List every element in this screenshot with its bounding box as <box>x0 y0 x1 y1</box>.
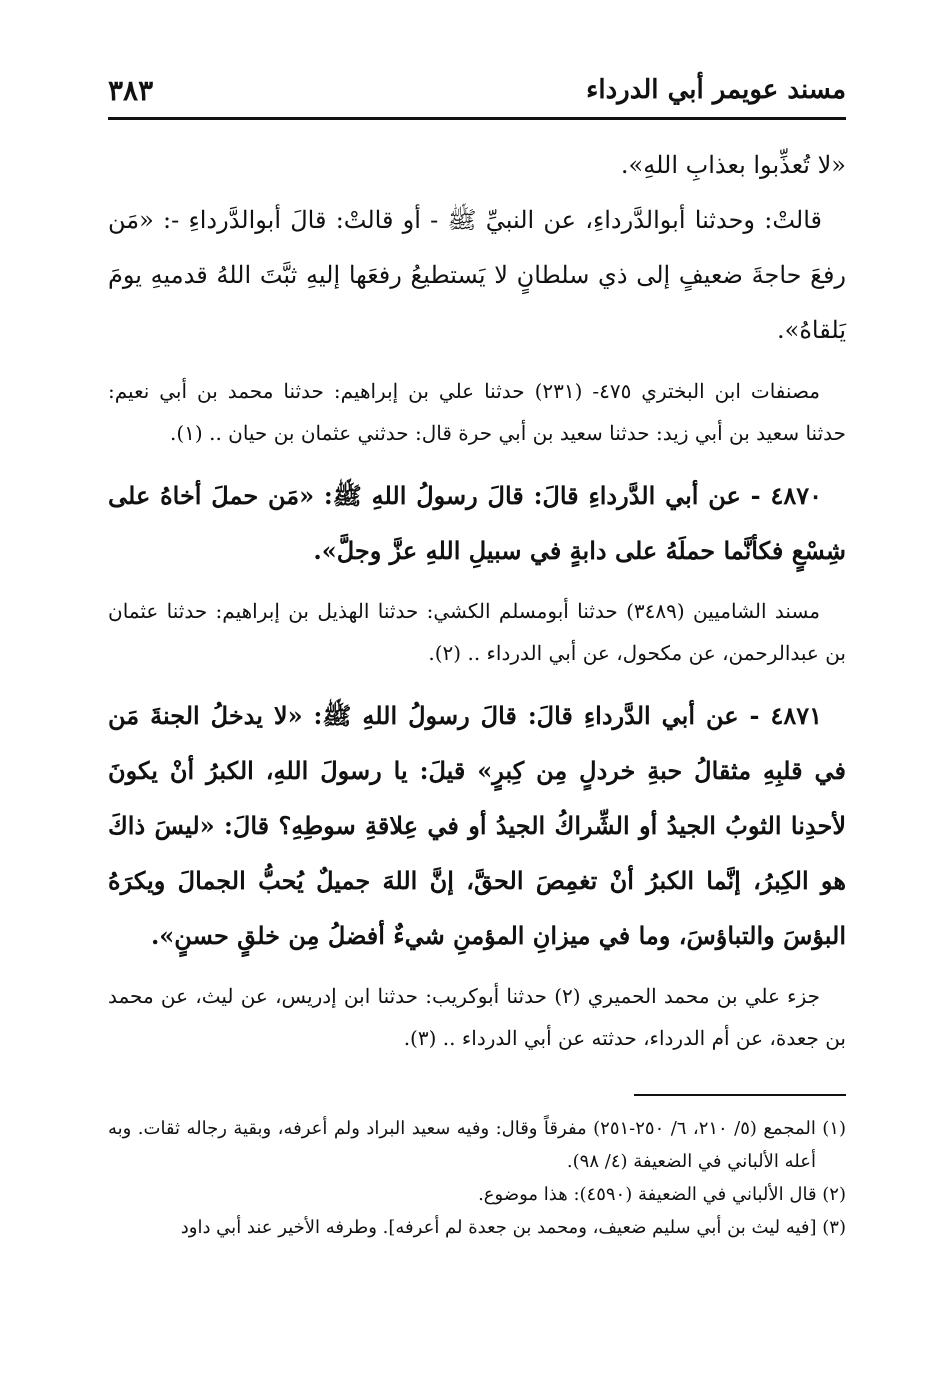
page-number: ٣٨٣ <box>108 73 154 107</box>
footnotes <box>108 1112 846 1244</box>
source-paragraph: مسند الشاميين (٣٤٨٩) حدثنا أبومسلم الكشي: حدثنا الهذيل بن إبراهيم: حدثنا عثمان بن عبدالرحمن، عن مكحول، عن أبي الدرداء .. (٢). <box>108 599 846 665</box>
footnote-3: (٣) [فيه ليث بن أبي سليم ضعيف، ومحمد بن جعدة لم أعرفه]. وطرفه الأخير عند أبي داود <box>180 1217 846 1238</box>
hadith-4870: ٤٨٧٠ - عن أبي الدَّرداءِ قالَ: قالَ رسولُ اللهِ ﷺ: «مَن حملَ أخاهُ على شِسْعٍ فكأنَّما حملَهُ على دابةٍ في سبيلِ اللهِ عزَّ وجلَّ». <box>108 481 846 565</box>
hadith-4871: ٤٨٧١ - عن أبي الدَّرداءِ قالَ: قالَ رسولُ اللهِ ﷺ: «لا يدخلُ الجنةَ مَن في قلبِهِ مثقالُ حبةِ خردلٍ مِن كِبرٍ» قيلَ: يا رسولَ اللهِ، الكبرُ أنْ يكونَ لأحدِنا الثوبُ الجيدُ أو الشِّراكُ الجيدُ أو في عِلاقةِ سوطِهِ؟ قالَ: «ليسَ ذاكَ هو الكِبرُ، إنَّما الكبرُ أنْ تغمِصَ الحقَّ، إنَّ اللهَ جميلٌ يُحبُّ الجمالَ ويكرَهُ البؤسَ والتباؤسَ، وما في ميزانِ المؤمنِ شيءٌ أفضلُ مِن خلقٍ حسنٍ». <box>108 701 846 950</box>
source-paragraph: جزء علي بن محمد الحميري (٢) حدثنا أبوكريب: حدثنا ابن إدريس، عن ليث، عن محمد بن جعدة، عن أم الدرداء، حدثته عن أبي الدرداء .. (٣). <box>108 984 846 1050</box>
footnote-2: (٢) قال الألباني في الضعيفة (٤٥٩٠): هذا موضوع. <box>478 1184 846 1205</box>
hadith-ending: «لا تُعذِّبوا بعذابِ اللهِ». <box>620 151 846 179</box>
main-text <box>108 138 846 1073</box>
page-header <box>108 68 846 112</box>
hadith-continuation: قالتْ: وحدثنا أبوالدَّرداءِ، عن النبيِّ ﷺ - أو قالتْ: قالَ أبوالدَّرداءِ -: «مَن رفعَ حاجةَ ضعيفٍ إلى ذي سلطانٍ لا يَستطيعُ رفعَها إليهِ ثبَّتَ اللهُ قدميهِ يومَ يَلقاهُ». <box>108 206 847 344</box>
running-title: مسند عويمر أبي الدرداء <box>586 75 846 105</box>
header-rule <box>108 117 846 120</box>
footnote-1: (١) المجمع (٥/ ٢١٠، ٦/ ٢٥٠-٢٥١) مفرقاً وقال: وفيه سعيد البراد ولم أعرفه، وبقية رجاله ثقات. وبه أعله الألباني في الضعيفة (٤/ ٩٨). <box>108 1118 846 1172</box>
footnote-separator <box>634 1094 846 1096</box>
source-paragraph: مصنفات ابن البختري ٤٧٥- (٢٣١) حدثنا علي بن إبراهيم: حدثنا محمد بن أبي نعيم: حدثنا سعيد بن أبي زيد: حدثنا سعيد بن أبي حرة قال: حدثني عثمان بن حيان .. (١). <box>108 379 846 445</box>
